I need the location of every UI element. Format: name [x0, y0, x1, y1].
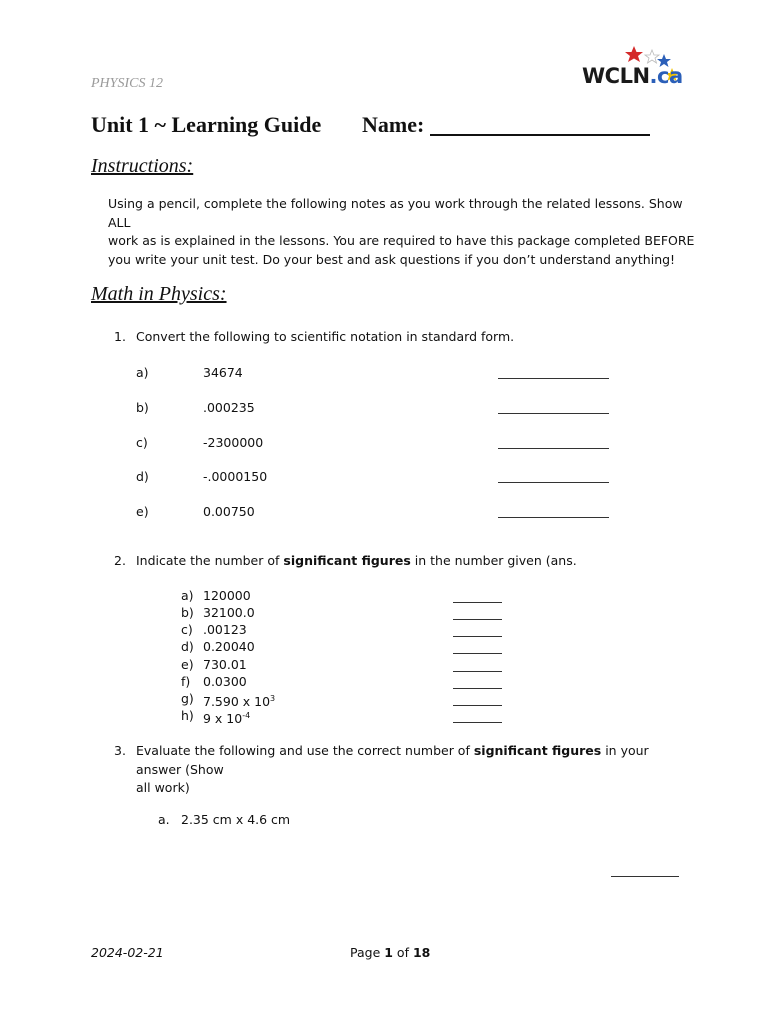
instructions-heading: Instructions:: [91, 155, 194, 177]
q1-answer-line[interactable]: [498, 378, 609, 379]
q1-item-label: c): [136, 435, 148, 450]
q3-number: 3.: [114, 743, 126, 758]
q2-item-label: f): [181, 674, 191, 689]
name-blank-line[interactable]: [430, 134, 650, 136]
q1-item-value: -.0000150: [203, 469, 268, 484]
q1-item-label: b): [136, 400, 149, 415]
q1-text: Convert the following to scientific notation in standard form.: [136, 329, 515, 344]
q2-number: 2.: [114, 553, 126, 568]
instructions-line: work as is explained in the lessons. You are required to have this package completed BEFORE: [108, 233, 695, 248]
math-section-heading: Math in Physics:: [91, 283, 227, 305]
page-title: Unit 1 ~ Learning Guide: [91, 112, 322, 137]
q2-answer-line[interactable]: [453, 653, 502, 654]
q2-item-label: h): [181, 708, 194, 723]
q2-item-label: a): [181, 588, 194, 603]
q1-answer-line[interactable]: [498, 482, 609, 483]
q2-item-label: c): [181, 622, 193, 637]
q2-item-value: .00123: [203, 622, 247, 637]
q1-item-label: d): [136, 469, 149, 484]
q1-item-label: a): [136, 365, 149, 380]
q2-answer-line[interactable]: [453, 636, 502, 637]
q2-item-value: 9 x $10^{-4}$: [203, 711, 251, 727]
q2-answer-line[interactable]: [453, 722, 502, 723]
q2-text: Indicate the number of significant figures in the number given (ans.: [136, 553, 577, 568]
q3-answer-line[interactable]: [611, 876, 679, 877]
q2-item-value: 0.20040: [203, 639, 255, 654]
red-star-icon: [625, 46, 643, 62]
q1-item-value: 0.00750: [203, 504, 255, 519]
q3-sub-label: a.: [158, 812, 170, 827]
q1-answer-line[interactable]: [498, 517, 609, 518]
q2-item-label: b): [181, 605, 194, 620]
q1-answer-line[interactable]: [498, 413, 609, 414]
q2-answer-line[interactable]: [453, 671, 502, 672]
q3-text: Evaluate the following and use the correct number of significant figures in your answer (Show all work): [136, 743, 649, 795]
footer-date: 2024-02-21: [91, 945, 164, 960]
q2-answer-line[interactable]: [453, 705, 502, 706]
q1-item-value: 34674: [203, 365, 243, 380]
q2-item-label: e): [181, 657, 194, 672]
instructions-body: [108, 195, 708, 269]
instructions-line: you write your unit test. Do your best and ask questions if you don’t understand anything!: [108, 251, 676, 267]
q2-item-value: 7.590 x $10^3$: [203, 694, 276, 710]
q2-item-label: d): [181, 639, 194, 654]
q1-item-value: .000235: [203, 400, 255, 415]
q1-item-label: e): [136, 504, 149, 519]
q2-item-value: 0.0300: [203, 674, 247, 689]
q2-answer-line[interactable]: [453, 602, 502, 603]
q1-number: 1.: [114, 329, 126, 344]
course-label: PHYSICS 12: [91, 76, 163, 91]
instructions-line: Using a pencil, complete the following notes as you work through the related lessons. Show ALL: [108, 196, 683, 230]
q2-answer-line[interactable]: [453, 619, 502, 620]
q1-item-value: -2300000: [203, 435, 264, 450]
q2-item-value: 120000: [203, 588, 251, 603]
q2-answer-line[interactable]: [453, 688, 502, 689]
white-star-icon: [645, 50, 659, 63]
q1-answer-line[interactable]: [498, 448, 609, 449]
q3-sub-value: 2.35 cm x 4.6 cm: [181, 812, 291, 827]
page-indicator: Page 1 of 18: [350, 945, 431, 960]
wcln-logo: [582, 46, 682, 92]
name-label: Name:: [362, 112, 425, 137]
q2-item-value: 32100.0: [203, 605, 255, 620]
q2-item-label: g): [181, 691, 194, 706]
q2-item-value: 730.01: [203, 657, 247, 672]
logo-text: WCLN.ca: [582, 64, 683, 88]
